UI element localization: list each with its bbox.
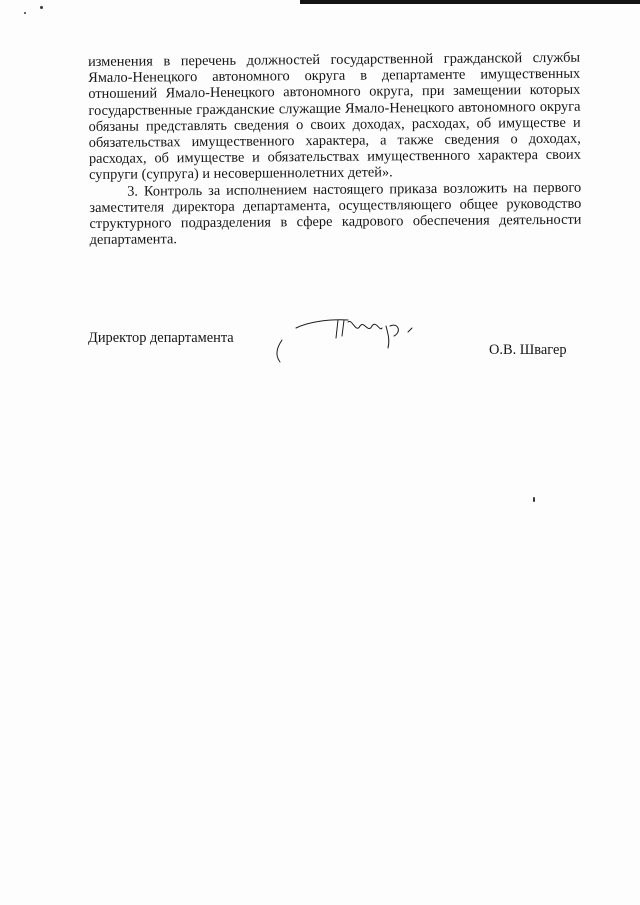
scan-edge-shadow <box>300 0 640 4</box>
signatory-name: О.В. Швагер <box>489 342 567 358</box>
scan-speck <box>533 497 535 502</box>
paragraph-continuation: изменения в перечень должностей государственной гражданской службы Ямало-Ненецкого автономного округа в департаменте имущественных отношений Ямало-Ненецкого автономного округа, при замещении которых государственные гражданские служащие Ямало-Ненецкого автономного округа обязаны представлять сведения о своих доходах, расходах, об имуществе и обязательствах имущественного характера, а также сведения о доходах, расходах, об имуществе и обязательствах имущественного характера своих супруги (супруга) и несовершеннолетних детей». <box>88 49 581 184</box>
handwritten-signature <box>268 310 428 370</box>
scan-speck <box>40 6 43 9</box>
signatory-position: Директор департамента <box>88 330 234 346</box>
paragraph-3: 3. Контроль за исполнением настоящего приказа возложить на первого заместителя директора департамента, осуществляющего общее руководство структурного подразделения в сфере кадрового обеспечения деятельности департамента. <box>89 179 582 249</box>
scan-speck <box>24 12 26 14</box>
signature-block <box>0 310 640 370</box>
document-body <box>88 50 582 249</box>
